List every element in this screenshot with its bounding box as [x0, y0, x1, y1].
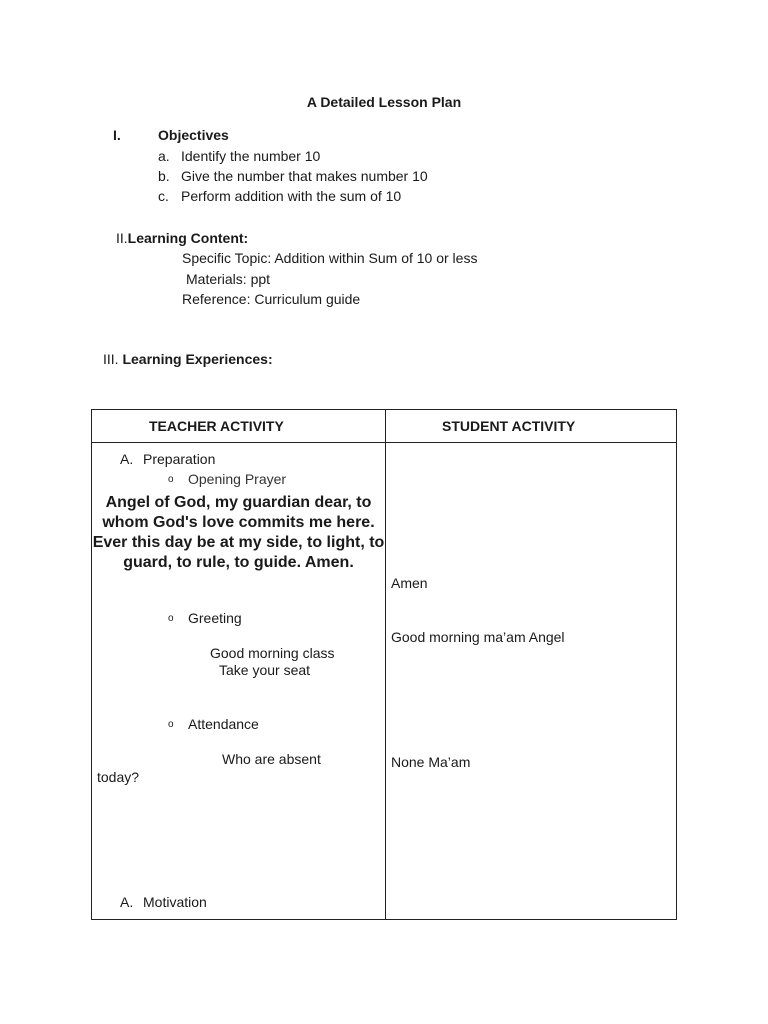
student-response-greeting: Good morning ma’am Angel — [391, 629, 565, 645]
greeting-line-2: Take your seat — [219, 662, 311, 678]
objectives-heading: Objectives — [158, 127, 229, 143]
teacher-activity-header: TEACHER ACTIVITY — [149, 418, 284, 434]
learning-experiences-label: Learning Experiences: — [122, 351, 273, 367]
student-response-amen: Amen — [391, 575, 428, 591]
greeting-line-1: Good morning class — [210, 645, 335, 661]
objective-marker-b: b. — [158, 168, 170, 184]
bullet-icon: o — [168, 474, 174, 485]
learning-content-label: Learning Content: — [127, 230, 249, 246]
bullet-icon: o — [168, 613, 174, 624]
objective-item-a: Identify the number 10 — [181, 148, 321, 164]
specific-topic: Specific Topic: Addition within Sum of 10 or less — [182, 250, 478, 266]
reference: Reference: Curriculum guide — [182, 291, 361, 307]
student-response-attendance: None Ma’am — [391, 754, 471, 770]
attendance-question-line-2: today? — [97, 769, 140, 785]
table-header-divider — [92, 442, 676, 443]
learning-experiences-heading — [103, 351, 273, 368]
learning-experiences-numeral: III. — [103, 351, 119, 367]
learning-content-numeral: II. — [116, 230, 128, 246]
bullet-icon: o — [168, 719, 174, 730]
prayer-text: Angel of God, my guardian dear, to whom God's love commits me here. Ever this day be at my side, to light, to guard, to rule, to guide. Amen. — [92, 494, 385, 571]
motivation-marker: A. — [120, 894, 134, 910]
preparation-marker: A. — [120, 451, 134, 467]
page-title: A Detailed Lesson Plan — [306, 94, 462, 110]
objective-item-b: Give the number that makes number 10 — [181, 168, 428, 184]
learning-content-heading — [116, 230, 248, 247]
attendance-label: Attendance — [188, 716, 259, 732]
preparation-label: Preparation — [143, 451, 216, 467]
activity-table — [91, 409, 677, 920]
objectives-numeral: I. — [113, 127, 121, 143]
objective-item-c: Perform addition with the sum of 10 — [181, 188, 402, 204]
objective-marker-c: c. — [158, 188, 169, 204]
motivation-label: Motivation — [143, 894, 207, 910]
materials: Materials: ppt — [186, 271, 271, 287]
opening-prayer-label: Opening Prayer — [188, 471, 287, 487]
table-column-divider — [385, 410, 386, 919]
student-activity-header: STUDENT ACTIVITY — [442, 418, 576, 434]
greeting-label: Greeting — [188, 610, 242, 626]
objective-marker-a: a. — [158, 148, 170, 164]
attendance-question-line-1: Who are absent — [222, 751, 321, 767]
